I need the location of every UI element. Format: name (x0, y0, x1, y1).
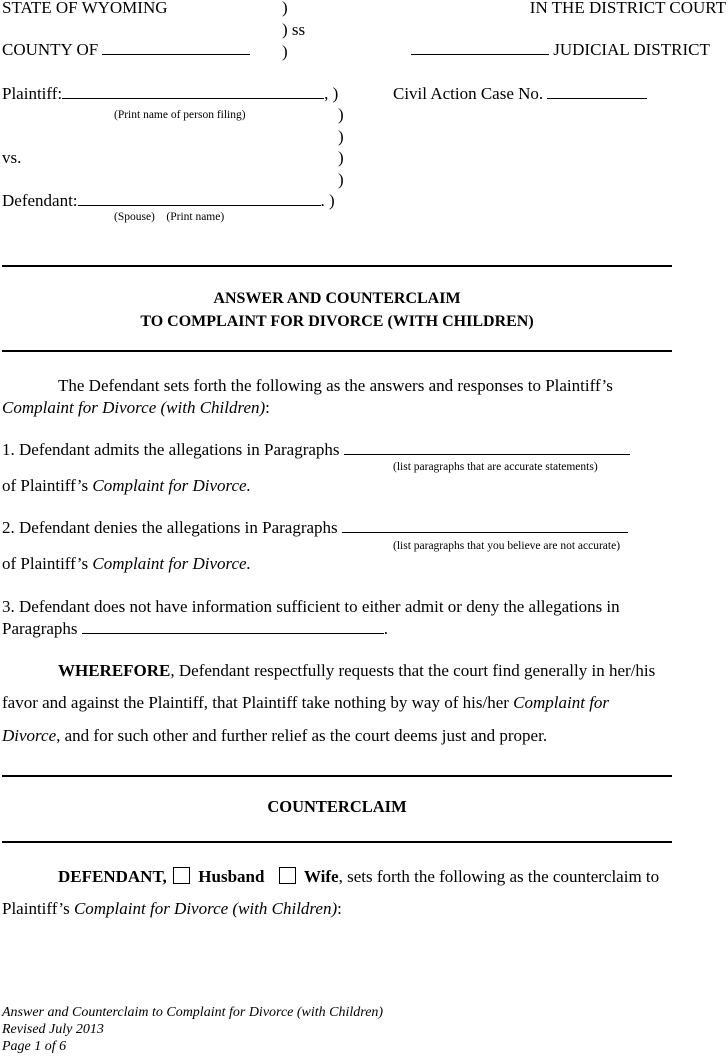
plaintiff-hint: (Print name of person filing) (114, 109, 246, 121)
item-3-period: . (383, 619, 389, 638)
counterclaim-rest: , sets forth the following as the counterclaim to (338, 867, 660, 886)
district-row (411, 40, 710, 60)
caption-paren: ) (338, 148, 344, 167)
caption-paren: ) (282, 0, 288, 17)
state-label: STATE OF WYOMING (2, 0, 168, 17)
counterclaim-colon: : (337, 899, 342, 918)
defendant-row (2, 191, 335, 211)
caption-paren: ) (338, 170, 344, 189)
denied-paragraphs-field[interactable] (342, 518, 628, 533)
intro-colon: : (265, 398, 270, 417)
counterclaim-line-2-pre: Plaintiff’s (2, 899, 70, 918)
county-field[interactable] (102, 40, 250, 55)
husband-label: Husband (198, 867, 265, 886)
case-no-label: Civil Action Case No. (393, 84, 544, 103)
intro-line-2 (2, 398, 270, 418)
plaintiff-end: , ) (324, 84, 339, 103)
wherefore-line-2 (2, 693, 609, 713)
wherefore-lead: WHEREFORE (58, 661, 171, 680)
caption-paren: ) (338, 105, 344, 124)
of-plaintiffs: of Plaintiff’s (2, 554, 89, 573)
wherefore-line-3-ital: Divorce (2, 726, 57, 745)
plaintiff-label: Plaintiff: (2, 84, 63, 103)
counterclaim-line-1 (58, 867, 659, 887)
wherefore-line-3 (2, 726, 547, 746)
counterclaim-defendant: DEFENDANT, (58, 867, 167, 886)
wherefore-line-2-pre: favor and against the Plaintiff, that Plaintiff take nothing by way of his/her (2, 693, 509, 712)
complaint-ref: Complaint for Divorce. (92, 554, 251, 573)
counterclaim-line-2-ital: Complaint for Divorce (with Children) (73, 899, 338, 918)
wife-checkbox[interactable] (279, 867, 296, 884)
of-plaintiffs: of Plaintiff’s (2, 476, 89, 495)
counterclaim-heading: COUNTERCLAIM (267, 797, 407, 816)
item-2-hint: (list paragraphs that you believe are not accurate) (393, 540, 621, 552)
item-1-hint: (list paragraphs that are accurate statements) (393, 461, 598, 473)
wife-label: Wife (303, 867, 339, 886)
husband-checkbox[interactable] (173, 867, 190, 884)
defendant-end: . ) (320, 191, 335, 210)
county-row (2, 40, 250, 60)
intro-doc-title: Complaint for Divorce (with Children) (2, 398, 266, 417)
item-1-text: 1. Defendant admits the allegations in Paragraphs (2, 440, 340, 459)
divider (2, 775, 672, 777)
wherefore-line-1 (58, 661, 655, 681)
item-3-line-1: 3. Defendant does not have information sufficient to either admit or deny the allegations in (2, 597, 620, 616)
case-no-field[interactable] (547, 84, 647, 99)
divider (2, 841, 672, 843)
judicial-district-label: JUDICIAL DISTRICT (553, 40, 710, 59)
plaintiff-name-field[interactable] (62, 84, 324, 99)
item-1-tail (2, 476, 251, 496)
title-line-1: ANSWER AND COUNTERCLAIM (213, 290, 461, 307)
wherefore-line-3-rest: , and for such other and further relief as the court deems just and proper. (56, 726, 548, 745)
wherefore-line-1-rest: , Defendant respectfully requests that the court find generally in her/his (170, 661, 656, 680)
unknown-paragraphs-field[interactable] (82, 619, 384, 634)
district-number-field[interactable] (411, 40, 549, 55)
item-3-paragraphs-label: Paragraphs (2, 619, 78, 638)
item-2-text: 2. Defendant denies the allegations in Paragraphs (2, 518, 338, 537)
defendant-label: Defendant: (2, 191, 78, 210)
court-label: IN THE DISTRICT COURT (529, 0, 726, 17)
divider (2, 350, 672, 352)
county-label: COUNTY OF (2, 40, 99, 59)
defendant-hint: (Spouse) (Print name) (114, 211, 225, 223)
vs-label: vs. (2, 148, 22, 167)
wherefore-line-2-ital: Complaint for (513, 693, 610, 712)
plaintiff-row (2, 84, 338, 104)
counterclaim-line-2 (2, 899, 342, 919)
item-2 (2, 518, 628, 538)
ss-label: ) ss (282, 20, 306, 39)
title-line-2: TO COMPLAINT FOR DIVORCE (WITH CHILDREN) (140, 313, 534, 330)
complaint-ref: Complaint for Divorce. (92, 476, 251, 495)
item-2-tail (2, 554, 251, 574)
caption-paren: ) (282, 42, 288, 61)
intro-text: The Defendant sets forth the following as the answers and responses to Plaintiff’s (58, 376, 613, 395)
item-1 (2, 440, 630, 460)
footer-page-number: Page 1 of 6 (2, 1039, 67, 1054)
caption-paren: ) (338, 127, 344, 146)
footer-revised: Revised July 2013 (2, 1022, 104, 1037)
item-3-line-2 (2, 619, 388, 639)
footer-title: Answer and Counterclaim to Complaint for Divorce (with Children) (2, 1005, 384, 1020)
admitted-paragraphs-field[interactable] (344, 440, 630, 455)
divider (2, 265, 672, 267)
defendant-name-field[interactable] (78, 191, 321, 206)
case-no-row (393, 84, 647, 104)
